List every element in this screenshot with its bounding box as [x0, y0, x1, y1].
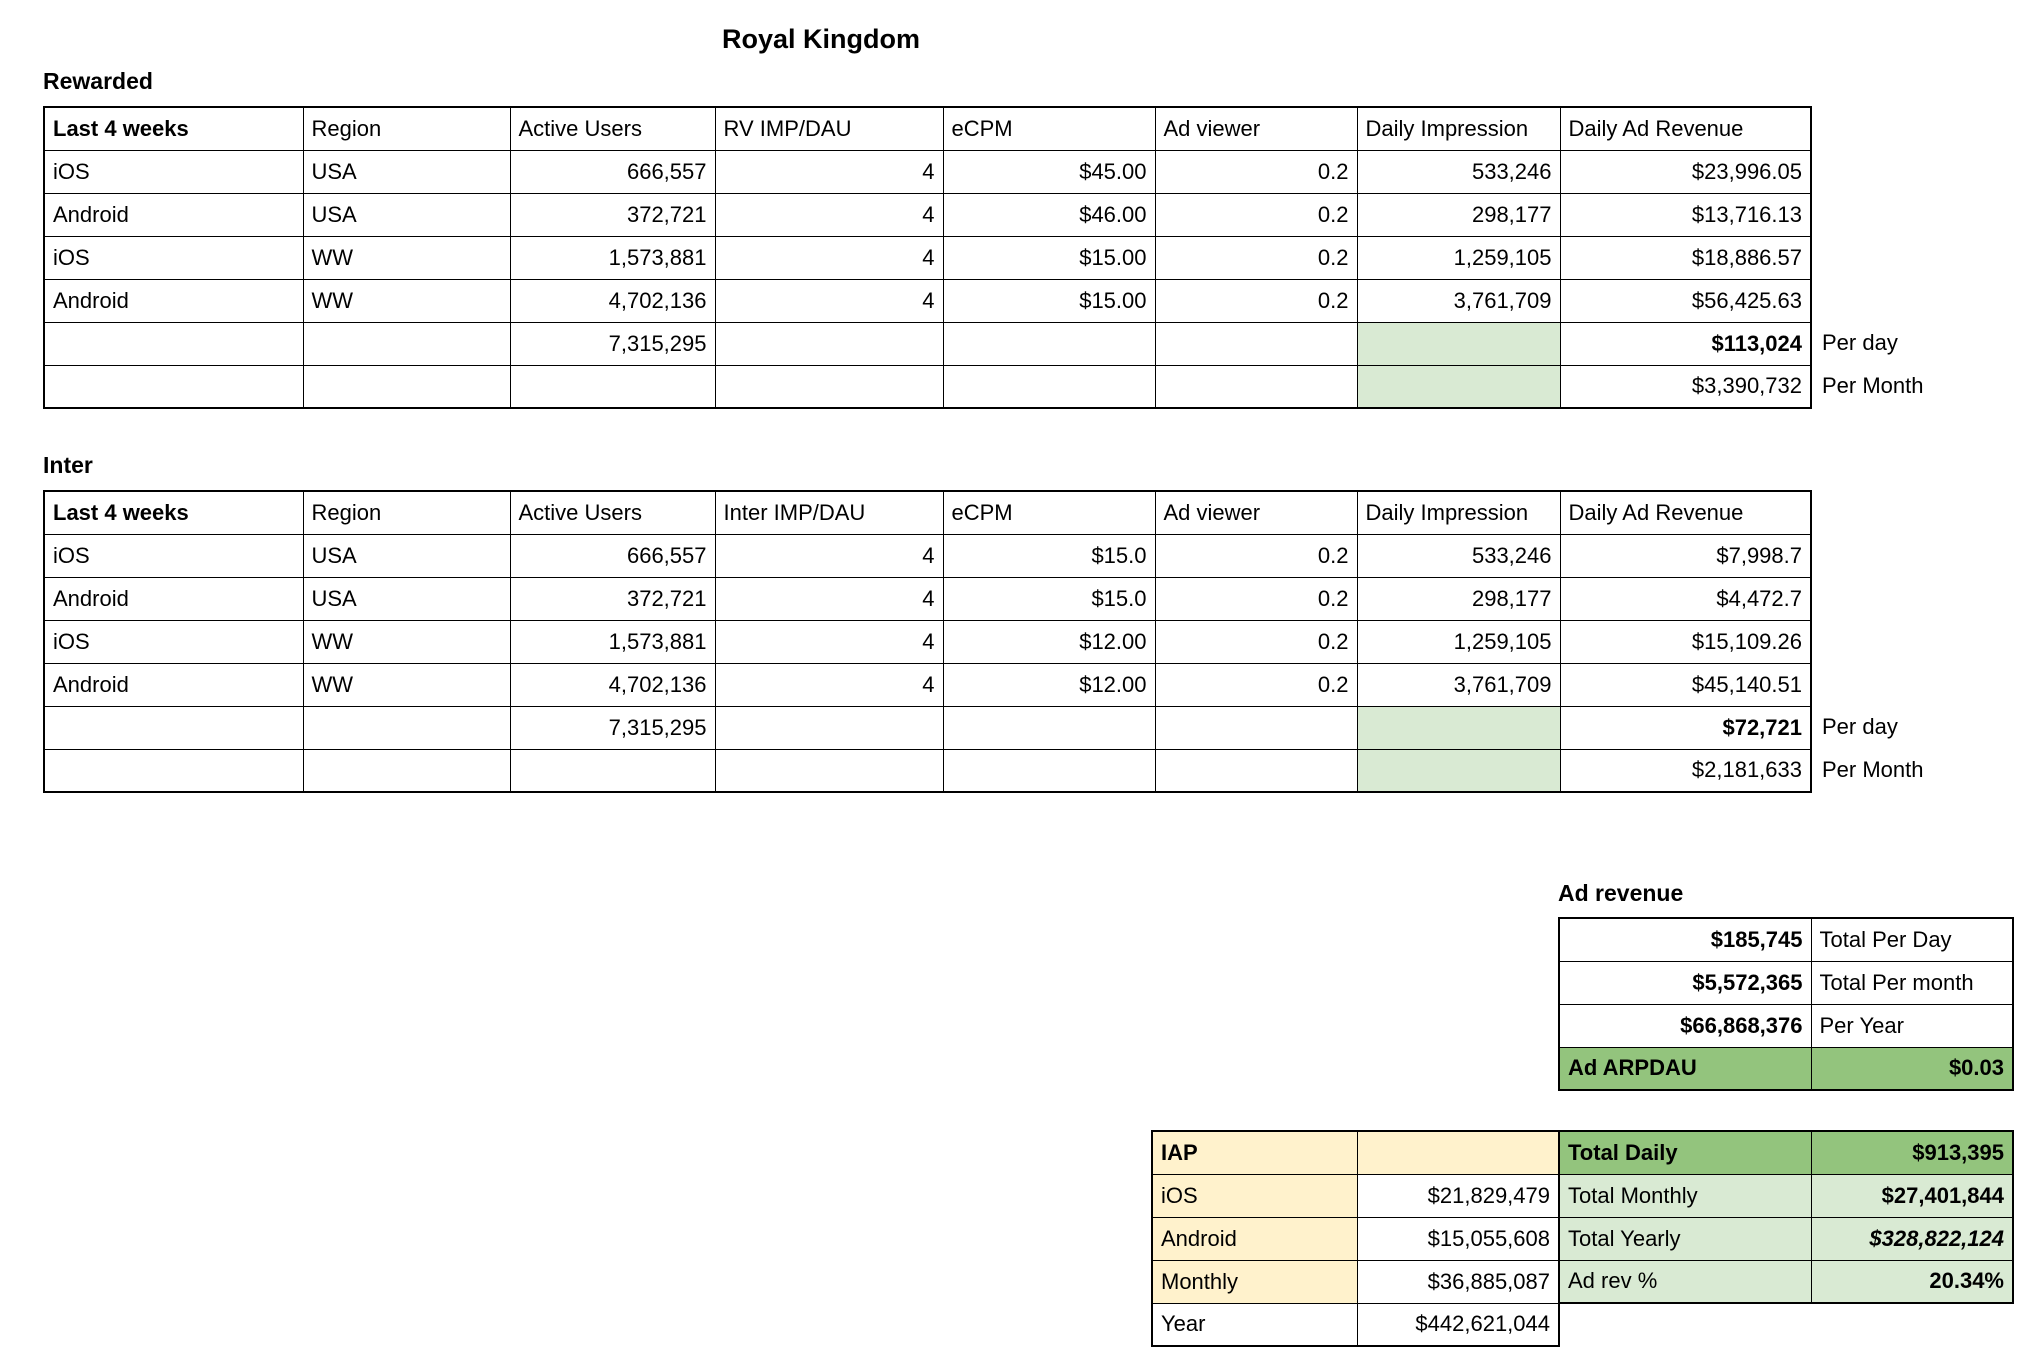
- cell-total-per-month-label[interactable]: Total Per month: [1811, 961, 2013, 1004]
- header-active-users[interactable]: Active Users: [510, 107, 715, 150]
- header-active-users[interactable]: Active Users: [510, 491, 715, 534]
- cell-empty[interactable]: [1357, 1131, 1559, 1174]
- cell-ecpm[interactable]: $45.00: [943, 150, 1155, 193]
- cell-daily-impression[interactable]: 3,761,709: [1357, 663, 1560, 706]
- table-row: [44, 663, 1811, 706]
- cell-daily-ad-revenue[interactable]: $45,140.51: [1560, 663, 1811, 706]
- table-row: [1559, 918, 2013, 961]
- ad-revenue-table: [1558, 917, 2014, 1091]
- table-row: [1152, 1260, 1559, 1303]
- cell-empty[interactable]: [44, 749, 303, 792]
- cell-active-users[interactable]: 1,573,881: [510, 236, 715, 279]
- cell-iap-monthly-value[interactable]: $36,885,087: [1357, 1260, 1559, 1303]
- cell-region[interactable]: USA: [303, 150, 510, 193]
- cell-total-daily-label[interactable]: Total Daily: [1559, 1131, 1811, 1174]
- header-ecpm[interactable]: eCPM: [943, 491, 1155, 534]
- cell-ad-viewer[interactable]: 0.2: [1155, 534, 1357, 577]
- cell-total-yearly-value[interactable]: $328,822,124: [1811, 1217, 2013, 1260]
- total-row: [44, 749, 1811, 792]
- cell-region[interactable]: USA: [303, 534, 510, 577]
- cell-daily-impression[interactable]: 1,259,105: [1357, 620, 1560, 663]
- cell-platform[interactable]: Android: [44, 663, 303, 706]
- cell-iap-android-value[interactable]: $15,055,608: [1357, 1217, 1559, 1260]
- cell-iap-monthly-label[interactable]: Monthly: [1152, 1260, 1357, 1303]
- cell-region[interactable]: WW: [303, 236, 510, 279]
- cell-total-active-users[interactable]: 7,315,295: [510, 322, 715, 365]
- table-row: [44, 150, 1811, 193]
- cell-empty[interactable]: [303, 749, 510, 792]
- cell-imp-dau[interactable]: 4: [715, 534, 943, 577]
- header-ecpm[interactable]: eCPM: [943, 107, 1155, 150]
- cell-iap-year-label[interactable]: Year: [1152, 1303, 1357, 1346]
- cell-per-year-label[interactable]: Per Year: [1811, 1004, 2013, 1047]
- cell-imp-dau[interactable]: 4: [715, 620, 943, 663]
- table-row: [44, 193, 1811, 236]
- cell-platform[interactable]: iOS: [44, 236, 303, 279]
- cell-ad-viewer[interactable]: 0.2: [1155, 663, 1357, 706]
- cell-total-monthly-label[interactable]: Total Monthly: [1559, 1174, 1811, 1217]
- cell-empty[interactable]: [1155, 322, 1357, 365]
- cell-iap-ios-value[interactable]: $21,829,479: [1357, 1174, 1559, 1217]
- cell-impressions-shaded[interactable]: [1357, 322, 1560, 365]
- cell-daily-ad-revenue[interactable]: $18,886.57: [1560, 236, 1811, 279]
- cell-ad-rev-pct-value[interactable]: 20.34%: [1811, 1260, 2013, 1303]
- table-row: [44, 577, 1811, 620]
- header-region[interactable]: Region: [303, 491, 510, 534]
- cell-ad-viewer[interactable]: 0.2: [1155, 279, 1357, 322]
- cell-iap-android-label[interactable]: Android: [1152, 1217, 1357, 1260]
- cell-empty[interactable]: [715, 365, 943, 408]
- cell-empty[interactable]: [1155, 749, 1357, 792]
- cell-platform[interactable]: iOS: [44, 620, 303, 663]
- header-region[interactable]: Region: [303, 107, 510, 150]
- cell-ad-rev-pct-label[interactable]: Ad rev %: [1559, 1260, 1811, 1303]
- cell-iap-year-value[interactable]: $442,621,044: [1357, 1303, 1559, 1346]
- cell-daily-ad-revenue[interactable]: $15,109.26: [1560, 620, 1811, 663]
- table-row: [1559, 1217, 2013, 1260]
- cell-per-day-total[interactable]: $113,024: [1560, 322, 1811, 365]
- cell-region[interactable]: USA: [303, 193, 510, 236]
- cell-active-users[interactable]: 372,721: [510, 193, 715, 236]
- cell-impressions-shaded[interactable]: [1357, 749, 1560, 792]
- cell-empty[interactable]: [943, 706, 1155, 749]
- inter-table: [43, 490, 1812, 793]
- cell-imp-dau[interactable]: 4: [715, 193, 943, 236]
- cell-ad-viewer[interactable]: 0.2: [1155, 150, 1357, 193]
- cell-daily-impression[interactable]: 3,761,709: [1357, 279, 1560, 322]
- cell-empty[interactable]: [715, 322, 943, 365]
- cell-imp-dau[interactable]: 4: [715, 577, 943, 620]
- cell-platform[interactable]: Android: [44, 577, 303, 620]
- header-last-4-weeks[interactable]: Last 4 weeks: [44, 491, 303, 534]
- cell-daily-ad-revenue[interactable]: $23,996.05: [1560, 150, 1811, 193]
- cell-platform[interactable]: iOS: [44, 534, 303, 577]
- cell-ad-viewer[interactable]: 0.2: [1155, 620, 1357, 663]
- cell-imp-dau[interactable]: 4: [715, 279, 943, 322]
- header-inter-imp-dau[interactable]: Inter IMP/DAU: [715, 491, 943, 534]
- cell-daily-ad-revenue[interactable]: $56,425.63: [1560, 279, 1811, 322]
- cell-ad-arpdau-value[interactable]: $0.03: [1811, 1047, 2013, 1090]
- cell-total-yearly-label[interactable]: Total Yearly: [1559, 1217, 1811, 1260]
- cell-daily-ad-revenue[interactable]: $13,716.13: [1560, 193, 1811, 236]
- header-daily-impression[interactable]: Daily Impression: [1357, 491, 1560, 534]
- cell-total-per-day-label[interactable]: Total Per Day: [1811, 918, 2013, 961]
- cell-impressions-shaded[interactable]: [1357, 706, 1560, 749]
- header-ad-viewer[interactable]: Ad viewer: [1155, 107, 1357, 150]
- cell-daily-impression[interactable]: 533,246: [1357, 150, 1560, 193]
- cell-empty[interactable]: [44, 322, 303, 365]
- cell-empty[interactable]: [715, 706, 943, 749]
- cell-ecpm[interactable]: $15.00: [943, 279, 1155, 322]
- header-row: [1152, 1131, 1559, 1174]
- cell-platform[interactable]: Android: [44, 193, 303, 236]
- cell-platform[interactable]: iOS: [44, 150, 303, 193]
- cell-active-users[interactable]: 666,557: [510, 150, 715, 193]
- cell-empty[interactable]: [510, 749, 715, 792]
- header-ad-viewer[interactable]: Ad viewer: [1155, 491, 1357, 534]
- cell-empty[interactable]: [303, 365, 510, 408]
- cell-platform[interactable]: Android: [44, 279, 303, 322]
- header-daily-ad-revenue[interactable]: Daily Ad Revenue: [1560, 491, 1811, 534]
- cell-daily-impression[interactable]: 298,177: [1357, 577, 1560, 620]
- cell-empty[interactable]: [1155, 365, 1357, 408]
- total-row: [44, 365, 1811, 408]
- table-row: [1559, 961, 2013, 1004]
- cell-region[interactable]: USA: [303, 577, 510, 620]
- iap-summary-table: [1558, 1130, 2014, 1304]
- cell-imp-dau[interactable]: 4: [715, 236, 943, 279]
- cell-empty[interactable]: [303, 706, 510, 749]
- cell-ad-viewer[interactable]: 0.2: [1155, 193, 1357, 236]
- cell-ad-viewer[interactable]: 0.2: [1155, 577, 1357, 620]
- cell-daily-impression[interactable]: 298,177: [1357, 193, 1560, 236]
- cell-ecpm[interactable]: $12.00: [943, 663, 1155, 706]
- cell-ecpm[interactable]: $15.00: [943, 236, 1155, 279]
- cell-daily-ad-revenue[interactable]: $7,998.7: [1560, 534, 1811, 577]
- cell-empty[interactable]: [943, 365, 1155, 408]
- cell-total-monthly-value[interactable]: $27,401,844: [1811, 1174, 2013, 1217]
- cell-region[interactable]: WW: [303, 663, 510, 706]
- total-row: [44, 322, 1811, 365]
- iap-table: [1151, 1130, 1560, 1347]
- cell-active-users[interactable]: 666,557: [510, 534, 715, 577]
- cell-region[interactable]: WW: [303, 620, 510, 663]
- inter-per-month-label: Per Month: [1822, 757, 1924, 782]
- cell-active-users[interactable]: 4,702,136: [510, 663, 715, 706]
- inter-section-label: Inter: [43, 452, 93, 478]
- cell-empty[interactable]: [44, 706, 303, 749]
- cell-imp-dau[interactable]: 4: [715, 663, 943, 706]
- cell-daily-ad-revenue[interactable]: $4,472.7: [1560, 577, 1811, 620]
- cell-empty[interactable]: [44, 365, 303, 408]
- cell-imp-dau[interactable]: 4: [715, 150, 943, 193]
- cell-total-per-day-value[interactable]: $185,745: [1559, 918, 1811, 961]
- cell-iap-ios-label[interactable]: iOS: [1152, 1174, 1357, 1217]
- header-row: [1559, 1131, 2013, 1174]
- cell-daily-impression[interactable]: 533,246: [1357, 534, 1560, 577]
- table-row: [44, 279, 1811, 322]
- cell-empty[interactable]: [715, 749, 943, 792]
- cell-ecpm[interactable]: $15.0: [943, 577, 1155, 620]
- ad-revenue-section-label: Ad revenue: [1558, 880, 1684, 906]
- table-row: [1152, 1217, 1559, 1260]
- cell-total-per-month-value[interactable]: $5,572,365: [1559, 961, 1811, 1004]
- table-row: [44, 236, 1811, 279]
- total-row: [44, 706, 1811, 749]
- cell-active-users[interactable]: 4,702,136: [510, 279, 715, 322]
- cell-empty[interactable]: [510, 365, 715, 408]
- header-rv-imp-dau[interactable]: RV IMP/DAU: [715, 107, 943, 150]
- cell-ecpm[interactable]: $15.0: [943, 534, 1155, 577]
- cell-active-users[interactable]: 1,573,881: [510, 620, 715, 663]
- cell-empty[interactable]: [943, 322, 1155, 365]
- inter-per-day-label: Per day: [1822, 714, 1898, 739]
- table-row: [1559, 1004, 2013, 1047]
- table-row: [1559, 1174, 2013, 1217]
- cell-empty[interactable]: [943, 749, 1155, 792]
- cell-ecpm[interactable]: $46.00: [943, 193, 1155, 236]
- header-last-4-weeks[interactable]: Last 4 weeks: [44, 107, 303, 150]
- header-row: [44, 107, 1811, 150]
- cell-total-daily-value[interactable]: $913,395: [1811, 1131, 2013, 1174]
- table-row: [1559, 1260, 2013, 1303]
- table-row: [1152, 1174, 1559, 1217]
- cell-ecpm[interactable]: $12.00: [943, 620, 1155, 663]
- cell-iap-title[interactable]: IAP: [1152, 1131, 1357, 1174]
- cell-impressions-shaded[interactable]: [1357, 365, 1560, 408]
- cell-active-users[interactable]: 372,721: [510, 577, 715, 620]
- rewarded-per-day-label: Per day: [1822, 330, 1898, 355]
- table-row: [44, 534, 1811, 577]
- cell-daily-impression[interactable]: 1,259,105: [1357, 236, 1560, 279]
- cell-ad-arpdau-label[interactable]: Ad ARPDAU: [1559, 1047, 1811, 1090]
- table-row: [44, 620, 1811, 663]
- cell-per-month-total[interactable]: $3,390,732: [1560, 365, 1811, 408]
- cell-empty[interactable]: [303, 322, 510, 365]
- cell-ad-viewer[interactable]: 0.2: [1155, 236, 1357, 279]
- cell-per-month-total[interactable]: $2,181,633: [1560, 749, 1811, 792]
- header-row: [44, 491, 1811, 534]
- arpdau-row: [1559, 1047, 2013, 1090]
- rewarded-section-label: Rewarded: [43, 68, 153, 94]
- cell-per-year-value[interactable]: $66,868,376: [1559, 1004, 1811, 1047]
- rewarded-table: [43, 106, 1812, 409]
- sheet-title: Royal Kingdom: [721, 24, 920, 54]
- cell-empty[interactable]: [1155, 706, 1357, 749]
- cell-total-active-users[interactable]: 7,315,295: [510, 706, 715, 749]
- table-row: [1152, 1303, 1559, 1346]
- header-daily-ad-revenue[interactable]: Daily Ad Revenue: [1560, 107, 1811, 150]
- rewarded-per-month-label: Per Month: [1822, 373, 1924, 398]
- cell-region[interactable]: WW: [303, 279, 510, 322]
- cell-per-day-total[interactable]: $72,721: [1560, 706, 1811, 749]
- header-daily-impression[interactable]: Daily Impression: [1357, 107, 1560, 150]
